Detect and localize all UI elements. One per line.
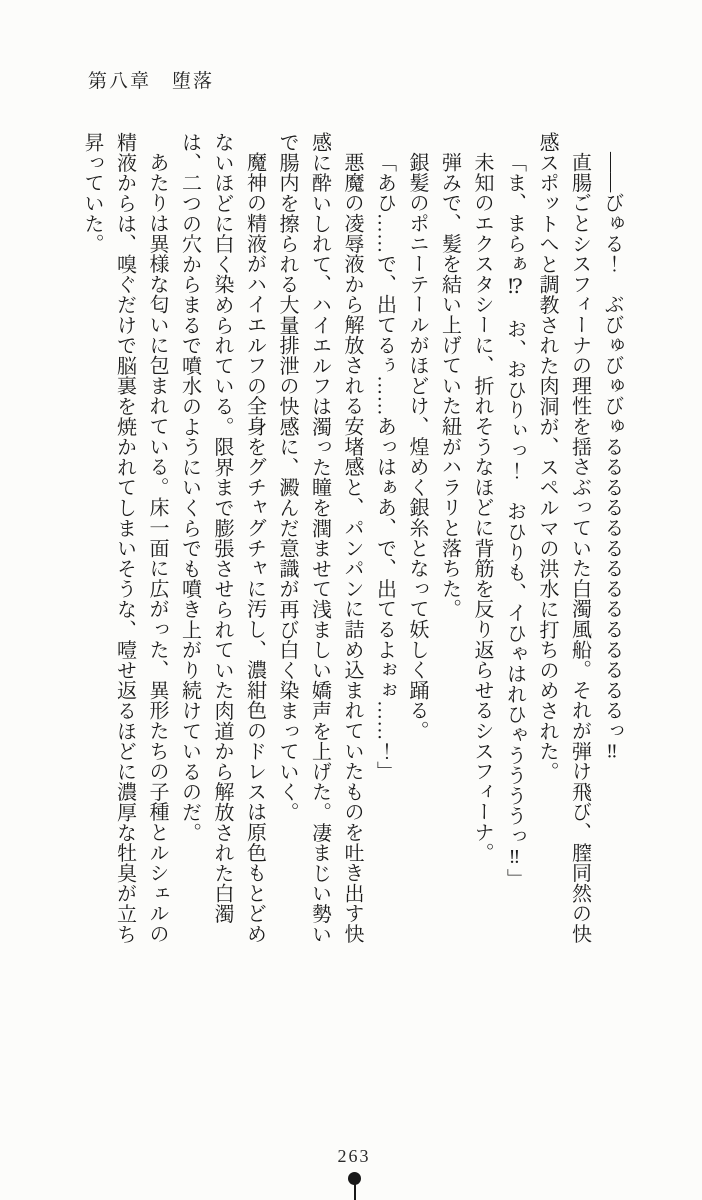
body-text [76,132,629,950]
page-number: 263 [337,1146,371,1166]
paragraph: 弾みで、髪を結い上げていた紐がハラリと落ちた。 [438,152,461,619]
paragraph-dialogue: 「あひ……で、出てるぅ……あっはぁあ、で、出てるよぉぉ……！」 [373,152,396,782]
paragraph: 魔神の精液がハイエルフの全身をグチャグチャに汚し、濃紺色のドレスは原色もとどめないほどに白く染められている。限界まで膨張させられていた肉道から解放された白濁は、二つの穴からまるで噴水のようにいくらでも噴き上がり続けているのだ。 [178,132,266,944]
paragraph: 直腸ごとシスフィーナの理性を揺さぶっていた白濁風船。それが弾け飛び、膣同然の快感スポットへと調教された肉洞が、スペルマの洪水に打ちのめされた。 [536,132,591,944]
paragraph-sfx: ――びゅる！ ぶびゅびゅびゅるるるるるるるるるるるるるるっ‼ [601,152,623,763]
paragraph-dialogue: 「ま、まらぁ⁉ お、おひりぃっ！ おひりも、イひゃはれひゃううううっ‼」 [503,152,526,889]
binding-mark-line [354,1184,356,1200]
chapter-header: 第八章 堕落 [88,71,215,92]
paragraph: 銀髪のポニーテールがほどけ、煌めく銀糸となって妖しく踊る。 [406,152,428,741]
paragraph: あたりは異様な匂いに包まれている。床一面に広がった、異形たちの子種とルシェルの精液からは、嗅ぐだけで脳裏を焼かれてしまいそうな、噎せ返るほどに濃厚な牡臭が立ち昇っていた。 [81,132,168,944]
paragraph: 未知のエクスタシーに、折れそうなほどに背筋を反り返らせるシスフィーナ。 [471,152,493,863]
paragraph: 悪魔の凌辱液から解放される安堵感と、パンパンに詰め込まれていたものを吐き出す快感に酔いしれて、ハイエルフは濁った瞳を潤ませて浅ましい嬌声を上げた。凄まじい勢いで腸内を擦られる大量排泄の快感に、澱んだ意識が再び白く染まっていく。 [276,132,363,944]
